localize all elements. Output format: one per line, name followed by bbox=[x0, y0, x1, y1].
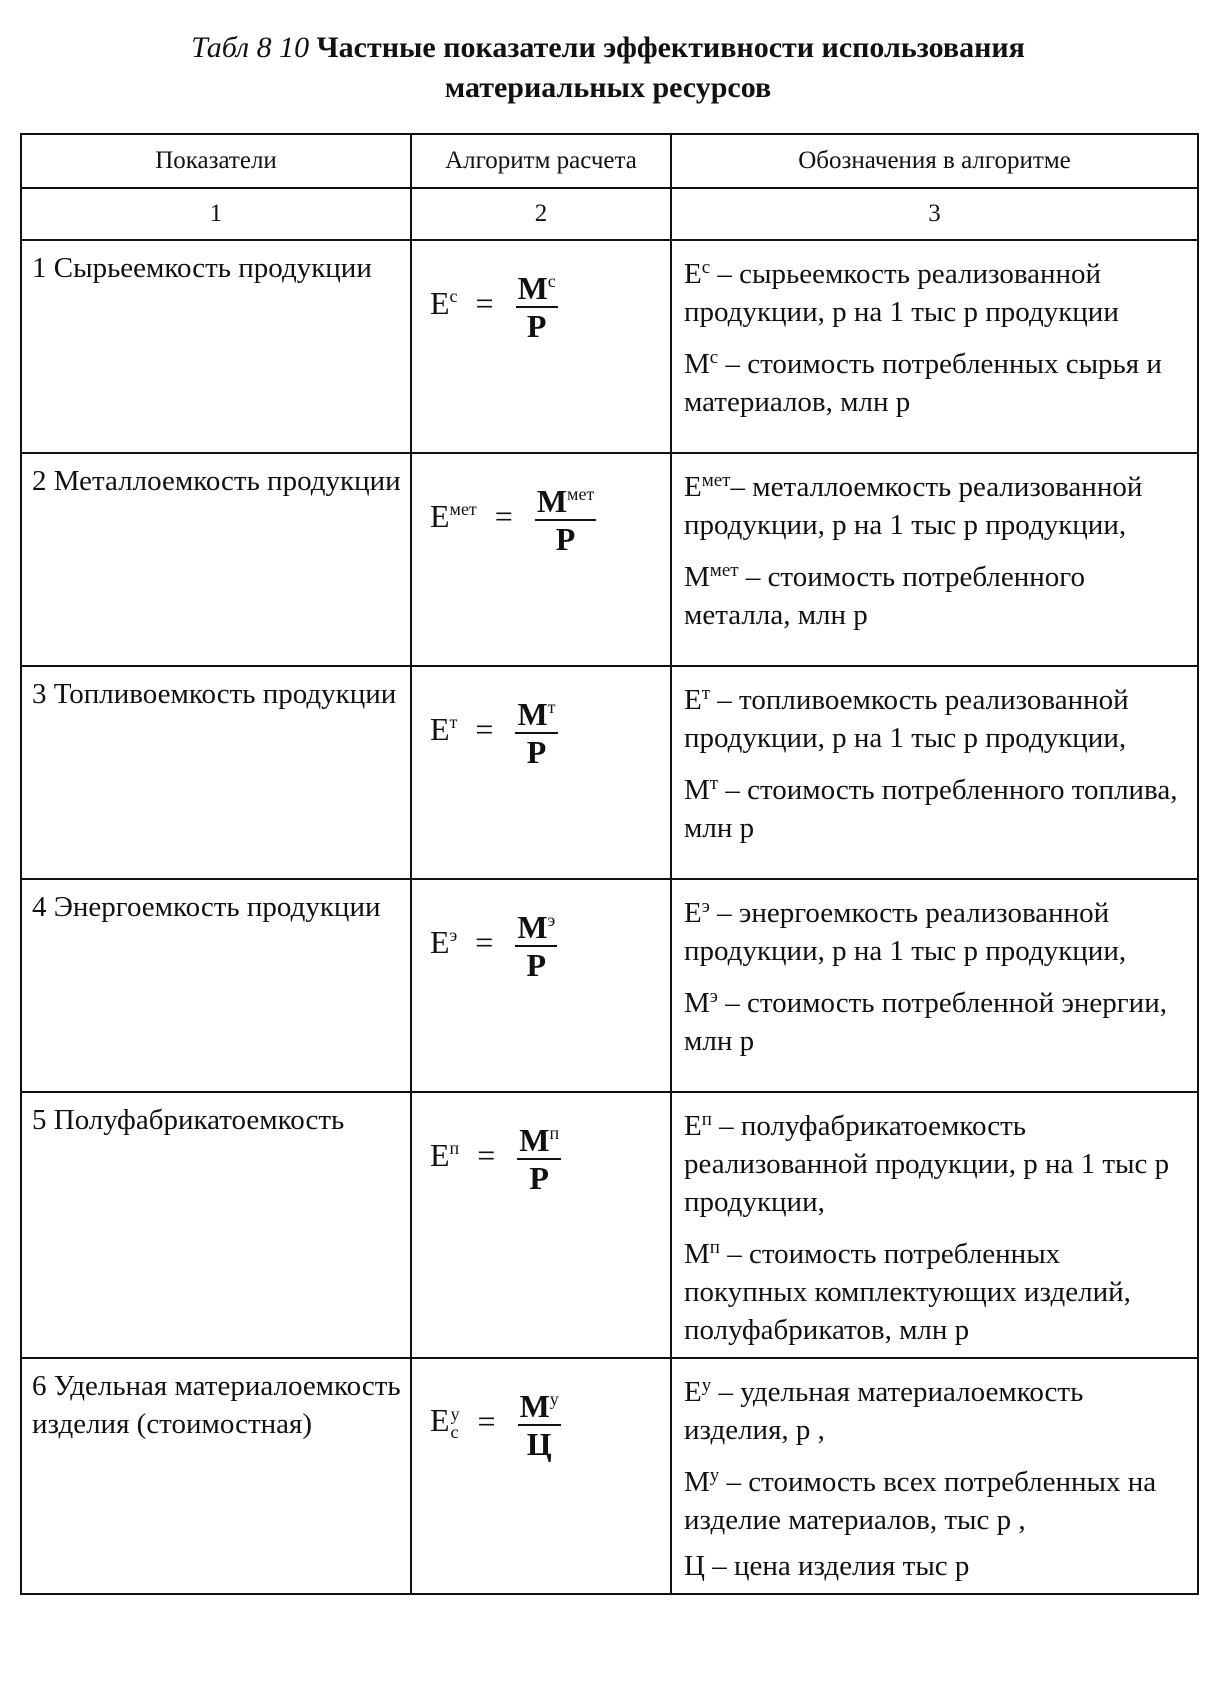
formula-numerator-superscript: мет bbox=[567, 484, 595, 504]
notation-symbol: M bbox=[684, 774, 710, 806]
notation-line bbox=[684, 462, 1187, 544]
table-row bbox=[21, 879, 1198, 1092]
formula-denominator: P bbox=[526, 308, 547, 344]
formula-equals: = bbox=[477, 1403, 496, 1439]
indicator-name: 3 Топливоемкость продукции bbox=[21, 666, 411, 879]
header-row bbox=[21, 134, 1198, 188]
formula-fraction bbox=[535, 476, 596, 557]
notation-symbol: E bbox=[684, 471, 702, 503]
formula-lhs bbox=[430, 711, 457, 748]
formula-numerator-superscript: п bbox=[549, 1123, 560, 1143]
formula-numerator-symbol: M bbox=[517, 909, 548, 945]
notation-text: – стоимость потребленного металла, млн р bbox=[684, 561, 1085, 631]
notation-text: – стоимость всех потребленных на изделие материалов, тыс р , bbox=[684, 1466, 1157, 1536]
formula-numerator-superscript: у bbox=[549, 1389, 559, 1409]
notation-superscript: э bbox=[701, 896, 710, 917]
notation-line bbox=[684, 675, 1187, 757]
notation-text: – полуфабрикатоемкость реализованной продукции, р на 1 тыс р продукции, bbox=[684, 1110, 1170, 1218]
formula-numerator-superscript: т bbox=[547, 697, 556, 717]
notation-text: – стоимость потребленного топлива, млн р bbox=[684, 774, 1178, 844]
notation-description bbox=[671, 453, 1198, 666]
formula-numerator bbox=[515, 902, 557, 945]
formula-fraction bbox=[518, 1381, 561, 1462]
notation-line bbox=[684, 1547, 1187, 1585]
formula-lhs-symbol: E bbox=[430, 1137, 450, 1173]
indicator-name: 1 Сырьеемкость продукции bbox=[21, 240, 411, 453]
notation-text: – цена изделия тыс р bbox=[704, 1550, 970, 1582]
formula-denominator: P bbox=[526, 734, 547, 770]
notation-superscript: п bbox=[701, 1109, 712, 1130]
notation-text: – стоимость потребленной энергии, млн р bbox=[684, 987, 1167, 1057]
notation-superscript: т bbox=[701, 683, 711, 704]
formula-cell bbox=[411, 1092, 671, 1358]
notation-description bbox=[671, 1358, 1198, 1594]
notation-text: – сырьеемкость реализованной продукции, р на 1 тыс р продукции bbox=[684, 258, 1119, 328]
notation-line bbox=[684, 1101, 1187, 1221]
notation-symbol: E bbox=[684, 1110, 702, 1142]
notation-superscript: у bbox=[701, 1375, 712, 1396]
notation-superscript: мет bbox=[701, 470, 731, 491]
notation-superscript: у bbox=[709, 1465, 720, 1486]
formula-lhs bbox=[430, 1402, 460, 1442]
formula-fraction bbox=[517, 1115, 561, 1196]
formula-lhs-superscript: мет bbox=[449, 499, 477, 519]
formula-fraction bbox=[515, 689, 557, 770]
table-row bbox=[21, 240, 1198, 453]
notation-line bbox=[684, 1457, 1187, 1539]
notation-symbol: M bbox=[684, 561, 710, 593]
formula-numerator-symbol: M bbox=[519, 1122, 550, 1158]
formula-denominator: Ц bbox=[526, 1426, 552, 1462]
header-notation: Обозначения в алгоритме bbox=[671, 134, 1198, 188]
formula-numerator-symbol: M bbox=[517, 696, 548, 732]
formula-fraction bbox=[516, 263, 558, 344]
notation-symbol: M bbox=[684, 348, 710, 380]
formula-numerator-superscript: э bbox=[547, 910, 556, 930]
formula bbox=[430, 689, 558, 770]
formula-numerator-superscript: c bbox=[547, 271, 556, 291]
notation-line bbox=[684, 765, 1187, 847]
notation-superscript: т bbox=[709, 773, 719, 794]
indicators-table bbox=[20, 133, 1199, 1595]
notation-superscript: э bbox=[709, 986, 718, 1007]
notation-description bbox=[671, 879, 1198, 1092]
formula-equals: = bbox=[475, 924, 494, 960]
formula-numerator bbox=[515, 689, 557, 732]
caption-title: Частные показатели эффективности использования bbox=[316, 31, 1025, 64]
formula-cell bbox=[411, 240, 671, 453]
notation-line bbox=[684, 1229, 1187, 1349]
formula-cell bbox=[411, 879, 671, 1092]
formula-denominator: P bbox=[529, 1160, 549, 1196]
formula-lhs bbox=[430, 498, 477, 535]
caption-title-line2: материальных ресурсов bbox=[444, 71, 772, 104]
notation-line bbox=[684, 888, 1187, 970]
notation-description bbox=[671, 240, 1198, 453]
indicator-name: 4 Энергоемкость продукции bbox=[21, 879, 411, 1092]
notation-text: – удельная материалоемкость изделия, р , bbox=[684, 1376, 1084, 1446]
notation-line bbox=[684, 339, 1187, 421]
formula-lhs bbox=[430, 924, 457, 961]
notation-text: – энергоемкость реализованной продукции, р на 1 тыс р продукции, bbox=[684, 897, 1127, 967]
formula-lhs-subscript: c bbox=[450, 1422, 459, 1443]
notation-line bbox=[684, 978, 1187, 1060]
formula-cell bbox=[411, 666, 671, 879]
notation-superscript: c bbox=[709, 347, 719, 368]
notation-symbol: M bbox=[684, 1238, 710, 1270]
notation-symbol: M bbox=[684, 987, 710, 1019]
notation-symbol: E bbox=[684, 897, 702, 929]
formula-lhs-symbol: E bbox=[430, 1401, 450, 1438]
formula-denominator: P bbox=[526, 947, 547, 983]
notation-text: – стоимость потребленных покупных комплектующих изделий, полуфабрикатов, млн р bbox=[684, 1238, 1131, 1346]
formula-equals: = bbox=[494, 498, 513, 534]
formula-lhs bbox=[430, 1137, 459, 1174]
column-number: 2 bbox=[411, 188, 671, 240]
indicator-name: 2 Металлоемкость продукции bbox=[21, 453, 411, 666]
column-number: 3 bbox=[671, 188, 1198, 240]
notation-text: – металлоемкость реализованной продукции, р на 1 тыс р продукции, bbox=[684, 471, 1143, 541]
formula-numerator-symbol: M bbox=[519, 1388, 550, 1424]
table-row bbox=[21, 1358, 1198, 1594]
formula-lhs-superscript: c bbox=[449, 286, 458, 306]
notation-superscript: c bbox=[701, 257, 711, 278]
formula-numerator-symbol: M bbox=[536, 483, 568, 519]
formula-numerator-symbol: M bbox=[517, 270, 548, 306]
formula bbox=[430, 902, 557, 983]
notation-line bbox=[684, 1367, 1187, 1449]
notation-superscript: п bbox=[709, 1237, 720, 1258]
notation-symbol: M bbox=[684, 1466, 710, 1498]
table-caption bbox=[0, 28, 1216, 108]
formula-lhs-symbol: E bbox=[430, 498, 450, 534]
formula-equals: = bbox=[475, 711, 494, 747]
formula-cell bbox=[411, 453, 671, 666]
notation-symbol: Ц bbox=[684, 1550, 705, 1582]
formula-lhs-superscript: т bbox=[449, 712, 458, 732]
formula-equals: = bbox=[475, 285, 494, 321]
formula-lhs-indices bbox=[451, 1405, 460, 1441]
formula bbox=[430, 1381, 561, 1462]
table-row bbox=[21, 453, 1198, 666]
notation-line bbox=[684, 552, 1187, 634]
formula-lhs-superscript: п bbox=[449, 1138, 460, 1158]
formula-numerator bbox=[535, 476, 596, 519]
table-row bbox=[21, 1092, 1198, 1358]
column-number: 1 bbox=[21, 188, 411, 240]
notation-symbol: E bbox=[684, 684, 702, 716]
notation-symbol: E bbox=[684, 1376, 702, 1408]
formula-lhs-symbol: E bbox=[430, 285, 450, 321]
header-indicators: Показатели bbox=[21, 134, 411, 188]
formula-lhs-superscript: у bbox=[450, 1404, 460, 1425]
formula-lhs-symbol: E bbox=[430, 924, 450, 960]
notation-text: – топливоемкость реализованной продукции, р на 1 тыс р продукции, bbox=[684, 684, 1129, 754]
formula-numerator bbox=[517, 1115, 561, 1158]
notation-text: – стоимость потребленных сырья и материалов, млн р bbox=[684, 348, 1162, 418]
column-number-row bbox=[21, 188, 1198, 240]
table-row bbox=[21, 666, 1198, 879]
indicator-name: 5 Полуфабрикатоемкость bbox=[21, 1092, 411, 1358]
header-algorithm: Алгоритм расчета bbox=[411, 134, 671, 188]
formula-numerator bbox=[518, 1381, 561, 1424]
formula bbox=[430, 476, 596, 557]
formula-equals: = bbox=[477, 1137, 496, 1173]
notation-description bbox=[671, 666, 1198, 879]
formula-lhs bbox=[430, 285, 458, 322]
formula-fraction bbox=[515, 902, 557, 983]
notation-description bbox=[671, 1092, 1198, 1358]
formula-denominator: P bbox=[555, 521, 576, 557]
formula-lhs-superscript: э bbox=[449, 925, 458, 945]
notation-superscript: мет bbox=[709, 560, 739, 581]
formula-numerator bbox=[516, 263, 558, 306]
notation-line bbox=[684, 249, 1187, 331]
formula-cell bbox=[411, 1358, 671, 1594]
indicator-name: 6 Удельная материалоемкость изделия (стоимостная) bbox=[21, 1358, 411, 1594]
formula bbox=[430, 263, 558, 344]
formula bbox=[430, 1115, 561, 1196]
formula-lhs-symbol: E bbox=[430, 711, 450, 747]
caption-prefix: Табл 8 10 bbox=[191, 31, 310, 64]
notation-symbol: E bbox=[684, 258, 702, 290]
